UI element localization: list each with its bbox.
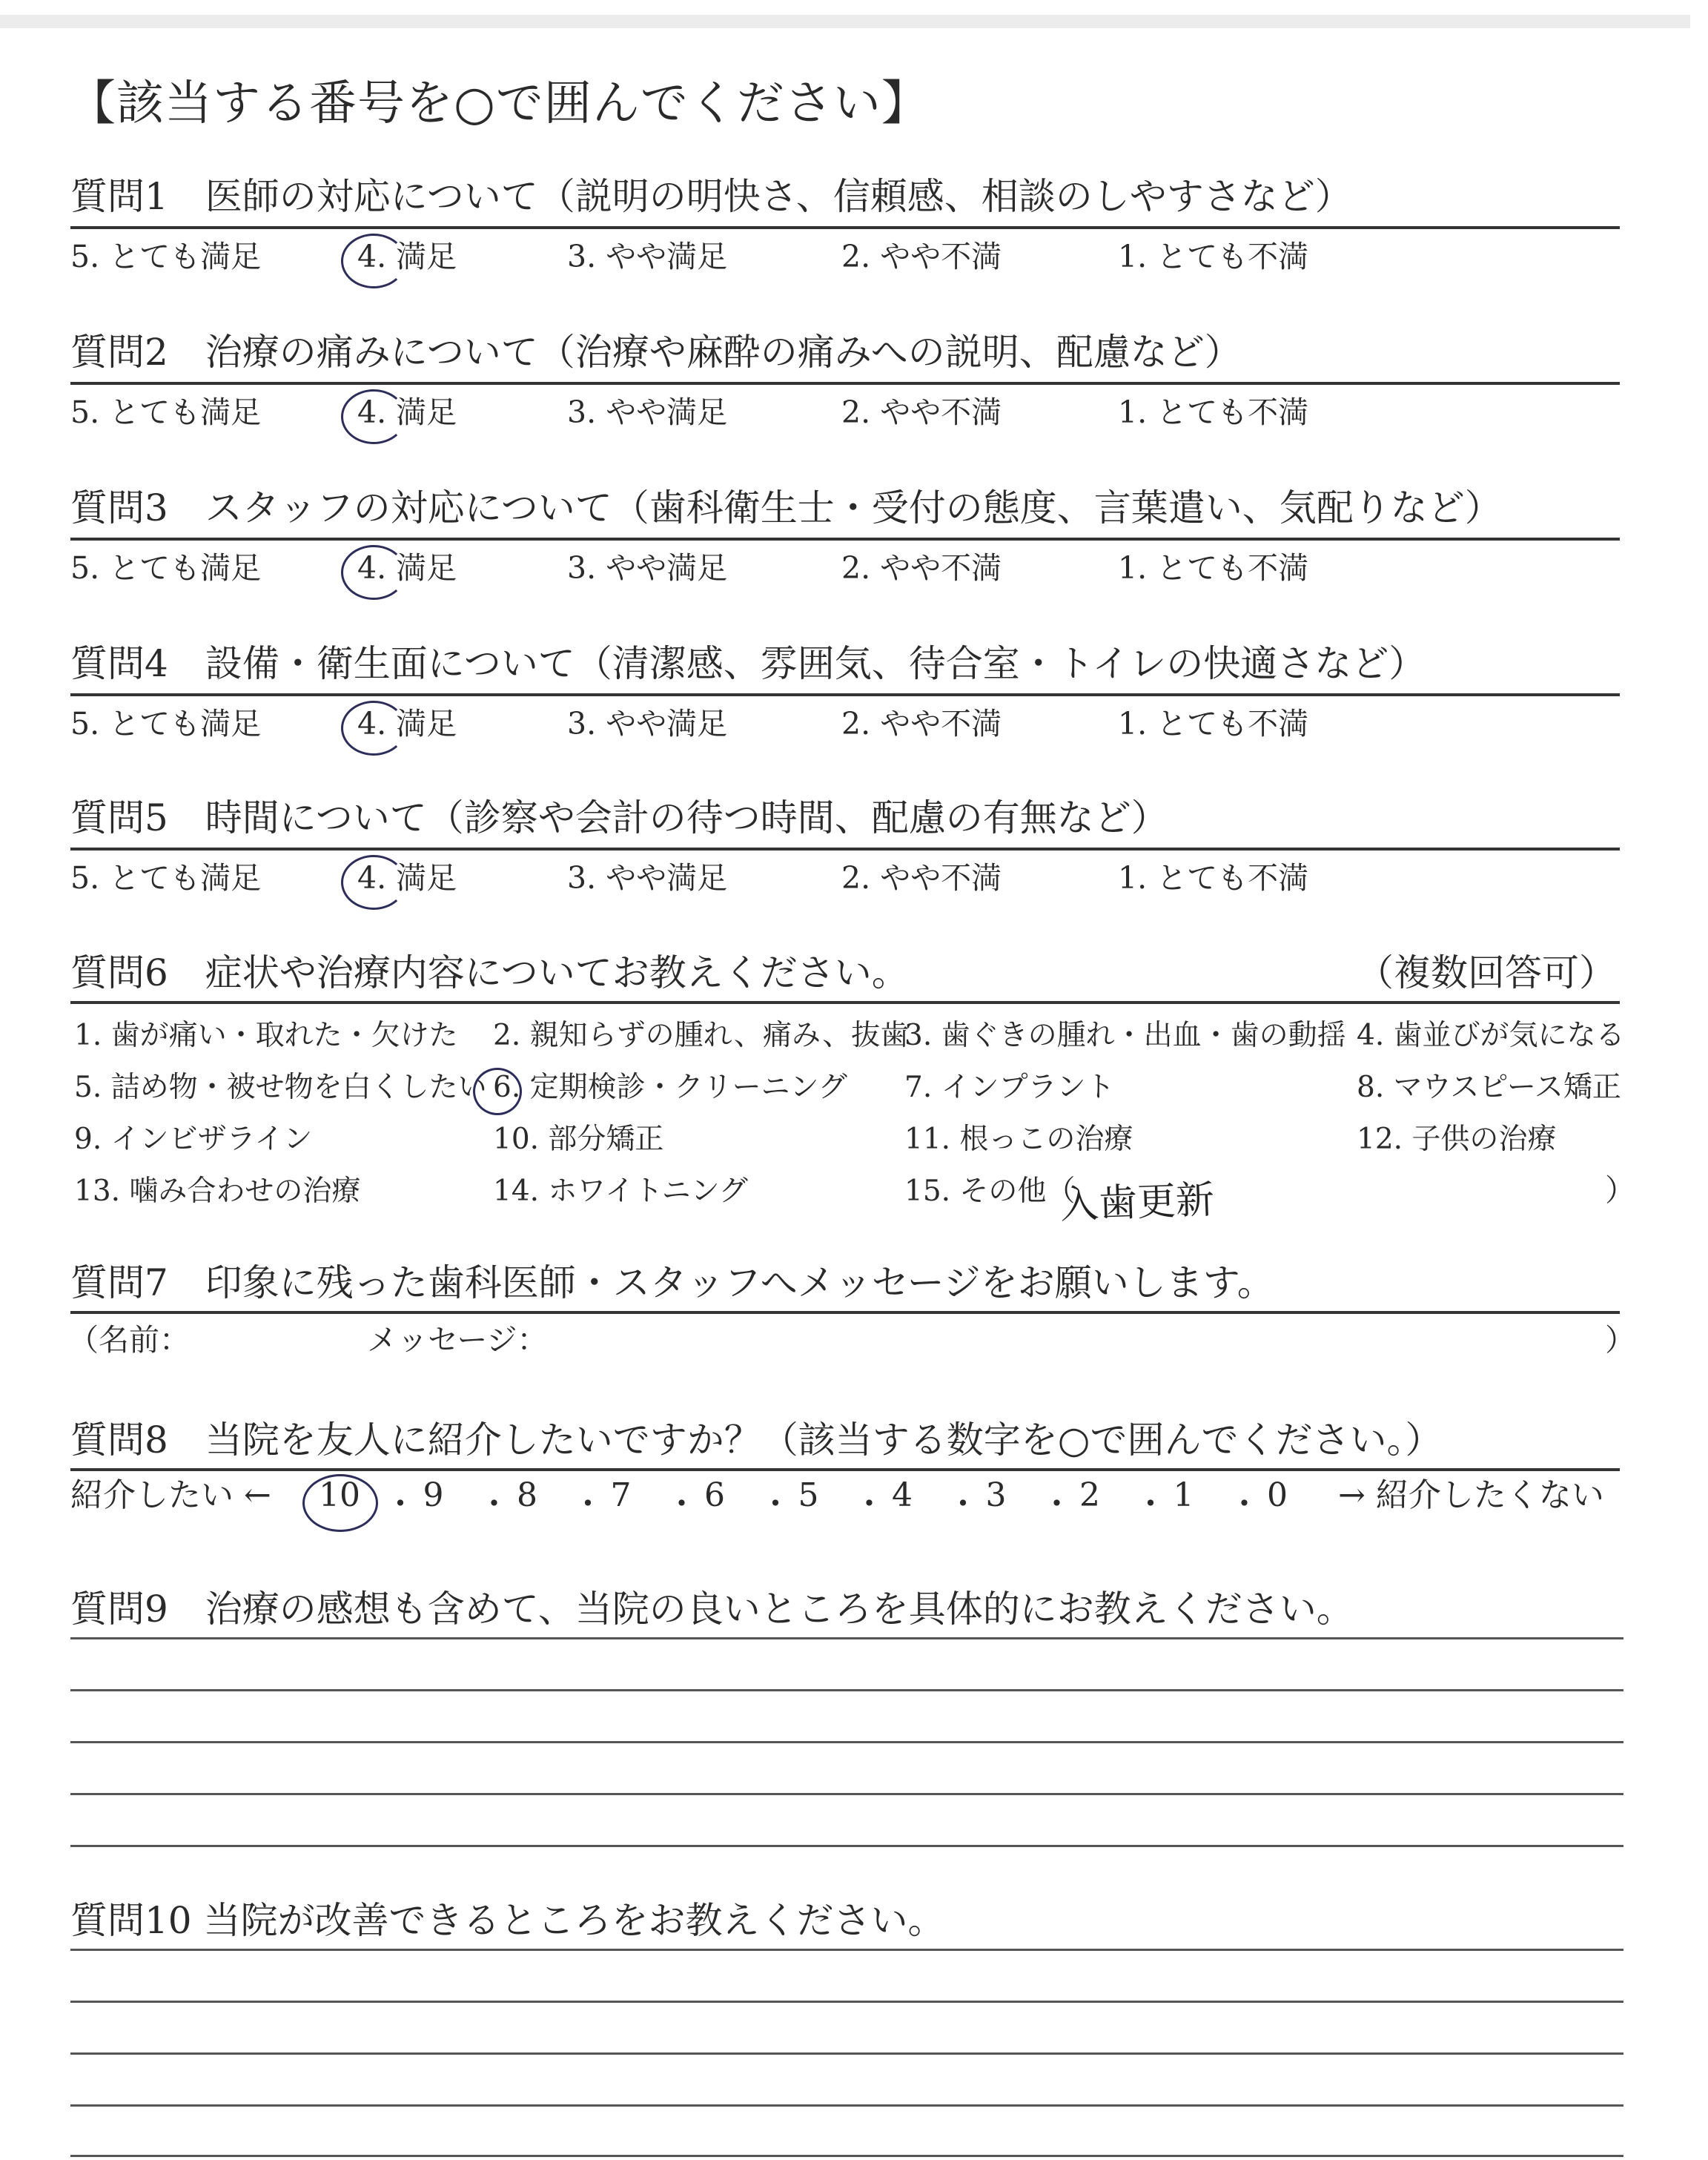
q7-message-label: メッセージ：: [367, 1322, 548, 1358]
q8-scale-3[interactable]: 3: [985, 1476, 1007, 1514]
q6-option-9[interactable]: 9. インビザライン: [74, 1123, 313, 1156]
q2-title: 質問2 治療の痛みについて（治療や麻酔の痛みへの説明、配慮など）: [70, 331, 1242, 374]
q5-rule: [70, 848, 1620, 851]
q3-option-4[interactable]: 4. 満足: [357, 550, 457, 586]
q8-right-label: → 紹介したくない: [1338, 1476, 1604, 1514]
q8-scale-separator: ・: [1228, 1485, 1261, 1523]
q7-rule: [70, 1311, 1620, 1314]
q8-scale-2[interactable]: 2: [1079, 1476, 1100, 1514]
q8-scale-separator: ・: [853, 1485, 886, 1523]
q8-title: 質問8 当院を友人に紹介したいですか？（該当する数字を○で囲んでください。）: [70, 1418, 1443, 1462]
q8-scale-separator: ・: [1134, 1485, 1167, 1523]
q7-title: 質問7 印象に残った歯科医師・スタッフへメッセージをお願いします。: [70, 1261, 1274, 1304]
q6-option-7[interactable]: 7. インプラント: [904, 1071, 1115, 1104]
q8-scale-separator: ・: [477, 1485, 511, 1523]
q6-option-13[interactable]: 13. 噛み合わせの治療: [74, 1175, 361, 1208]
q6-option-4[interactable]: 4. 歯並びが気になる: [1357, 1019, 1625, 1052]
q2-rule: [70, 382, 1620, 385]
q8-scale-7[interactable]: 7: [610, 1476, 632, 1514]
q3-title: 質問3 スタッフの対応について（歯科衛生士・受付の態度、言葉遣い、気配りなど）: [70, 486, 1502, 529]
q8-scale-1[interactable]: 1: [1173, 1476, 1194, 1514]
q6-option-12[interactable]: 12. 子供の治療: [1357, 1123, 1557, 1156]
form-heading: 【該当する番号を○で囲んでください】: [68, 76, 930, 131]
q8-scale-10[interactable]: 10: [319, 1476, 360, 1514]
q2-option-1[interactable]: 1. とても不満: [1118, 394, 1309, 430]
q4-option-3[interactable]: 3. やや満足: [567, 706, 728, 742]
scan-edge: [0, 15, 1690, 28]
q6-option-5[interactable]: 5. 詰め物・被せ物を白くしたい: [74, 1071, 487, 1104]
q7-close: ）: [1605, 1322, 1635, 1358]
q6-option-3[interactable]: 3. 歯ぐきの腫れ・出血・歯の動揺: [904, 1019, 1346, 1052]
q6-option-2[interactable]: 2. 親知らずの腫れ、痛み、抜歯: [493, 1019, 910, 1052]
q7-name-label: （名前：: [68, 1322, 190, 1358]
q6-other-close: ）: [1605, 1172, 1635, 1208]
q8-scale-4[interactable]: 4: [892, 1476, 913, 1514]
q1-option-3[interactable]: 3. やや満足: [567, 239, 728, 274]
q6-option-10[interactable]: 10. 部分矯正: [493, 1123, 664, 1156]
q2-option-2[interactable]: 2. やや不満: [841, 394, 1002, 430]
q3-selection-circle: [341, 545, 406, 600]
q1-option-4[interactable]: 4. 満足: [357, 239, 457, 274]
q5-option-5[interactable]: 5. とても満足: [70, 860, 262, 896]
q9-line: [70, 1689, 1623, 1691]
q9-line: [70, 1793, 1623, 1795]
q6-option-1[interactable]: 1. 歯が痛い・取れた・欠けた: [74, 1019, 458, 1052]
q6-title: 質問6 症状や治療内容についてお教えください。: [70, 951, 909, 994]
q2-selection-circle: [341, 389, 406, 444]
q9-title: 質問9 治療の感想も含めて、当院の良いところを具体的にお教えください。: [70, 1588, 1354, 1631]
q8-scale-separator: ・: [665, 1485, 698, 1523]
q8-rule: [70, 1468, 1620, 1471]
q10-line: [70, 2155, 1623, 2157]
q1-option-5[interactable]: 5. とても満足: [70, 239, 262, 274]
q5-title: 質問5 時間について（診察や会計の待つ時間、配慮の有無など）: [70, 796, 1168, 839]
q4-selection-circle: [341, 701, 406, 756]
q8-scale-separator: ・: [384, 1485, 417, 1523]
q3-option-3[interactable]: 3. やや満足: [567, 550, 728, 586]
q4-rule: [70, 693, 1620, 696]
q8-scale-9[interactable]: 9: [423, 1476, 444, 1514]
q6-rule: [70, 1001, 1620, 1004]
q5-option-2[interactable]: 2. やや不満: [841, 860, 1002, 896]
q5-option-4[interactable]: 4. 満足: [357, 860, 457, 896]
q10-line: [70, 1949, 1623, 1951]
q9-line: [70, 1637, 1623, 1639]
q6-option-14[interactable]: 14. ホワイトニング: [493, 1175, 748, 1208]
q3-rule: [70, 538, 1620, 541]
q8-scale-8[interactable]: 8: [517, 1476, 537, 1514]
q5-option-3[interactable]: 3. やや満足: [567, 860, 728, 896]
q8-scale-separator: ・: [572, 1485, 604, 1523]
q10-line: [70, 2001, 1623, 2003]
q4-option-2[interactable]: 2. やや不満: [841, 706, 1002, 742]
q2-option-4[interactable]: 4. 満足: [357, 394, 457, 430]
q4-option-4[interactable]: 4. 満足: [357, 706, 457, 742]
q3-option-2[interactable]: 2. やや不満: [841, 550, 1002, 586]
q10-line: [70, 2104, 1623, 2107]
q6-option-8[interactable]: 8. マウスピース矯正: [1357, 1071, 1621, 1104]
q3-option-1[interactable]: 1. とても不満: [1118, 550, 1309, 586]
q10-line: [70, 2052, 1623, 2055]
q8-scale-separator: ・: [947, 1485, 979, 1523]
q6-note: （複数回答可）: [1357, 951, 1616, 994]
q2-option-5[interactable]: 5. とても満足: [70, 394, 262, 430]
q8-scale-separator: ・: [759, 1485, 792, 1523]
q8-left-label: 紹介したい ←: [70, 1476, 271, 1514]
q5-selection-circle: [341, 855, 406, 910]
q1-option-1[interactable]: 1. とても不満: [1118, 239, 1309, 274]
q2-option-3[interactable]: 3. やや満足: [567, 394, 728, 430]
q10-title: 質問10 当院が改善できるところをお教えください。: [70, 1899, 945, 1942]
q8-scale-separator: ・: [1040, 1485, 1073, 1523]
q4-title: 質問4 設備・衛生面について（清潔感、雰囲気、待合室・トイレの快適さなど）: [70, 642, 1426, 685]
q5-option-1[interactable]: 1. とても不満: [1118, 860, 1309, 896]
q6-other-handwriting: 入歯更新: [1059, 1178, 1215, 1228]
q9-line: [70, 1741, 1623, 1743]
q8-scale-6[interactable]: 6: [704, 1476, 725, 1514]
q6-option-15[interactable]: 15. その他（: [904, 1175, 1076, 1208]
q1-title: 質問1 医師の対応について（説明の明快さ、信頼感、相談のしやすさなど）: [70, 175, 1352, 218]
q9-line: [70, 1845, 1623, 1847]
q6-selection-circle: [473, 1068, 522, 1115]
q4-option-5[interactable]: 5. とても満足: [70, 706, 262, 742]
q8-scale-5[interactable]: 5: [798, 1476, 819, 1514]
q8-selection-circle: [302, 1474, 378, 1532]
q3-option-5[interactable]: 5. とても満足: [70, 550, 262, 586]
q6-option-6[interactable]: 6. 定期検診・クリーニング: [493, 1071, 847, 1104]
q6-option-11[interactable]: 11. 根っこの治療: [904, 1123, 1133, 1156]
q1-option-2[interactable]: 2. やや不満: [841, 239, 1002, 274]
q8-scale-0[interactable]: 0: [1267, 1476, 1288, 1514]
q4-option-1[interactable]: 1. とても不満: [1118, 706, 1309, 742]
q1-rule: [70, 226, 1620, 229]
q1-selection-circle: [341, 234, 406, 288]
